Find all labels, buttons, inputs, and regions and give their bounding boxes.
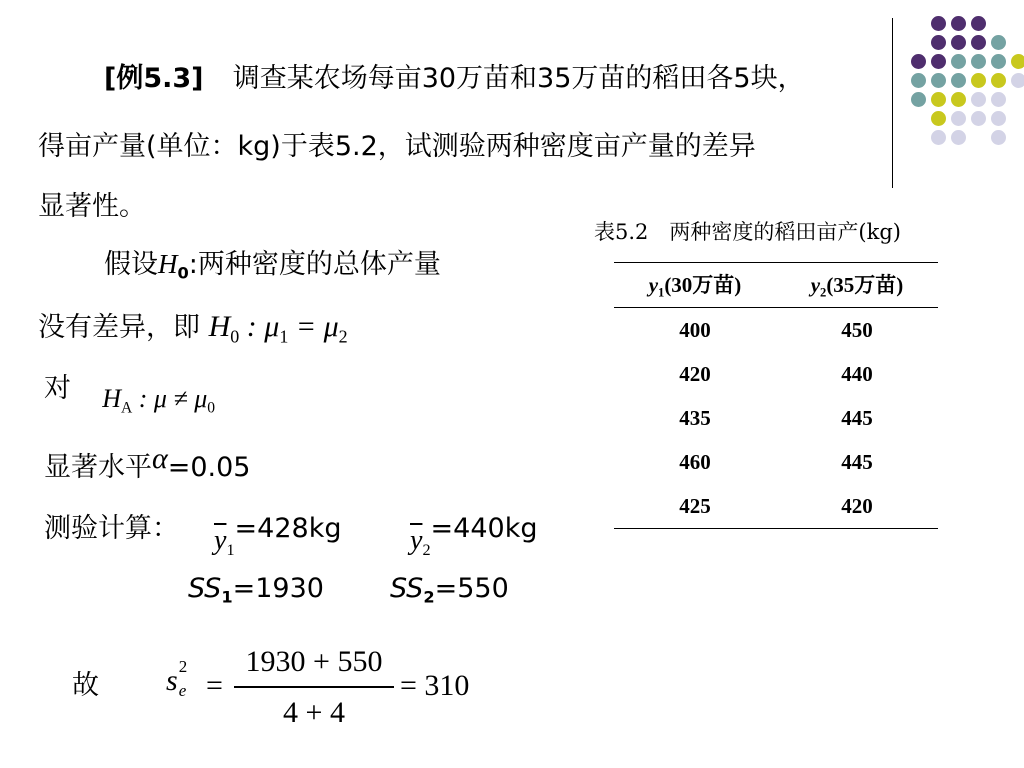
example-tag: [例5.3]	[104, 63, 204, 94]
calc-label: 测验计算：	[44, 513, 179, 544]
y1-sub: 1	[226, 540, 235, 559]
h0-subscript: 0	[177, 263, 189, 283]
h0-formula-H: H	[208, 310, 231, 343]
y2-bar-symbol: $\overline{y}$	[410, 525, 423, 556]
decorative-dot	[951, 54, 966, 69]
table-cell-y1: 460	[679, 449, 711, 474]
yield-table	[614, 262, 938, 529]
col2-label: (35万苗)	[826, 273, 904, 298]
decorative-dot	[991, 35, 1006, 50]
table-cell-y1: 400	[679, 317, 711, 342]
decorative-dot	[991, 130, 1006, 145]
table-cell-y1: 420	[679, 361, 711, 386]
decorative-dot	[991, 54, 1006, 69]
s-symbol: s	[166, 664, 178, 697]
decorative-divider-line	[892, 18, 893, 188]
hypothesis-line-1	[104, 251, 441, 282]
mu1-sub: 1	[279, 326, 289, 347]
table-cell-y1: 435	[679, 405, 711, 430]
decorative-dot	[1011, 73, 1024, 88]
ha-H: H	[102, 384, 121, 413]
ha-mu-sub: 0	[207, 399, 216, 417]
fraction-denominator: 4 + 4	[283, 696, 345, 729]
decorative-dot	[971, 16, 986, 31]
table-cell-y2: 445	[841, 449, 873, 474]
decorative-dot	[971, 54, 986, 69]
ha-rest: : μ ≠ μ	[132, 384, 208, 413]
y2-mean	[410, 513, 538, 559]
fraction-numerator: 1930 + 550	[245, 645, 383, 678]
table-cell-y2: 445	[841, 405, 873, 430]
table-cell-y2: 440	[841, 361, 873, 386]
s-superscript: 2	[178, 657, 188, 676]
decorative-dot	[951, 16, 966, 31]
h0-formula-sub: 0	[230, 326, 240, 347]
alpha-symbol: α	[152, 442, 168, 475]
ss2-symbol: SS	[390, 573, 424, 604]
table-header-row	[614, 263, 938, 308]
decorative-dot	[951, 92, 966, 107]
decorative-dot-grid	[890, 0, 1024, 200]
equals-result: = 310	[400, 669, 470, 702]
decorative-dot	[991, 111, 1006, 126]
table-cell-y2: 450	[841, 317, 873, 342]
col2-symbol: y	[810, 273, 821, 298]
decorative-dot	[951, 35, 966, 50]
decorative-dot	[911, 73, 926, 88]
decorative-dot	[951, 130, 966, 145]
decorative-dot	[931, 92, 946, 107]
paragraph-line-1	[104, 65, 805, 92]
table-row	[614, 352, 938, 396]
table-caption: 表5.2 两种密度的稻田亩产(kg)	[594, 220, 901, 244]
significance-value: =0.05	[167, 452, 251, 483]
decorative-dot	[1011, 54, 1024, 69]
decorative-dot	[931, 111, 946, 126]
decorative-dot	[931, 73, 946, 88]
decorative-dot	[951, 73, 966, 88]
col1-symbol: y	[648, 273, 659, 298]
y1-mean	[214, 513, 342, 559]
decorative-dot	[991, 92, 1006, 107]
col1-sub: 1	[658, 285, 665, 300]
significance-level	[44, 442, 251, 483]
s-indices	[178, 657, 192, 700]
col2-sub: 2	[820, 285, 827, 300]
hypothesis-prefix: 假设	[104, 249, 158, 280]
h0-formula-mu: : μ	[239, 310, 280, 343]
y1-bar-symbol: $\overline{y}$	[214, 525, 227, 556]
decorative-dot	[931, 16, 946, 31]
decorative-dot	[931, 130, 946, 145]
table-cell-y1: 425	[614, 484, 776, 529]
column-header-y2	[776, 263, 938, 308]
calc-line	[44, 515, 179, 542]
ss1-symbol: SS	[188, 573, 222, 604]
col1-label: (30万苗)	[664, 273, 742, 298]
decorative-dot	[931, 35, 946, 50]
table-row	[614, 484, 938, 529]
hypothesis-suffix: :两种密度的总体产量	[188, 249, 441, 280]
paragraph-line-3: 显著性。	[38, 191, 146, 222]
s-subscript: e	[178, 681, 187, 700]
ss1-sub: 1	[221, 587, 233, 607]
decorative-dot	[991, 73, 1006, 88]
y2-sub: 2	[422, 540, 431, 559]
h0-symbol: H	[158, 249, 178, 279]
se-squared	[166, 657, 192, 700]
table-row	[614, 396, 938, 440]
alt-label: 对	[44, 373, 71, 404]
significance-label: 显著水平	[44, 452, 152, 483]
mu2-sub: 2	[338, 326, 348, 347]
alternative-hypothesis	[44, 373, 216, 417]
decorative-dot	[971, 35, 986, 50]
ha-sub: A	[120, 399, 133, 417]
decorative-dot	[911, 92, 926, 107]
conclusion-label: 故	[72, 670, 99, 701]
table-row	[614, 308, 938, 353]
decorative-dot	[911, 54, 926, 69]
table-row	[614, 440, 938, 484]
decorative-dot	[931, 54, 946, 69]
h0-formula	[208, 309, 348, 347]
equals-sign-1: =	[206, 669, 223, 702]
y2-value: =440kg	[430, 513, 538, 544]
ss1	[188, 575, 324, 606]
decorative-dot	[951, 111, 966, 126]
decorative-dot	[971, 92, 986, 107]
table-cell-y2: 420	[776, 484, 938, 529]
decorative-dot	[971, 111, 986, 126]
hypothesis-line-2-text: 没有差异，即	[38, 312, 200, 343]
hypothesis-line-2	[38, 312, 348, 345]
ha-formula	[102, 384, 216, 417]
ss1-value: =1930	[232, 573, 324, 604]
column-header-y1	[614, 263, 776, 308]
h0-formula-equals: = μ	[288, 310, 339, 343]
decorative-dot	[971, 73, 986, 88]
ss2-sub: 2	[423, 587, 435, 607]
paragraph-line-2: 得亩产量(单位：kg)于表5.2，试测验两种密度亩产量的差异	[38, 131, 756, 162]
y1-value: =428kg	[234, 513, 342, 544]
ss2-value: =550	[434, 573, 509, 604]
fraction-bar	[234, 686, 394, 688]
paragraph-line-1-text: 调查某农场每亩30万苗和35万苗的稻田各5块，	[232, 63, 805, 94]
ss2	[390, 575, 509, 606]
